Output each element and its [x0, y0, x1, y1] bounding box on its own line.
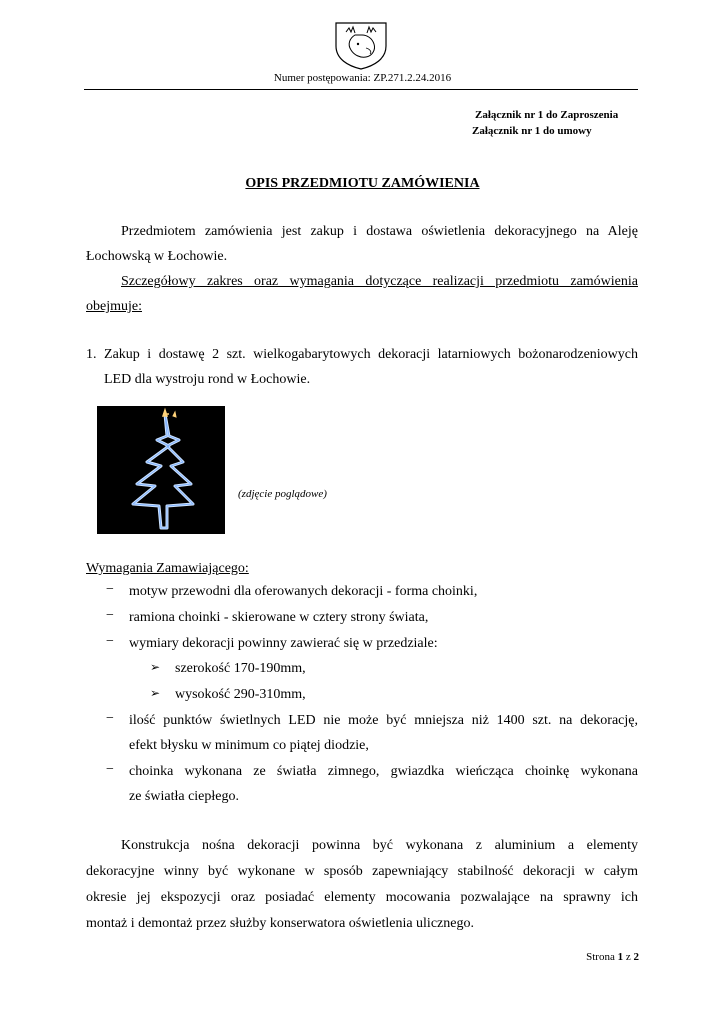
arrow-bullet-icon: ➢ [150, 660, 161, 674]
case-number: Numer postępowania: ZP.271.2.24.2016 [273, 72, 452, 84]
page-number-prefix: Strona [586, 951, 618, 963]
dimension-item-height: wysokość 290-310mm, [175, 687, 306, 702]
construction-paragraph-line: okresie jej ekspozycji oraz posiadać elementy mocowania pozwalające na sprawny ich [86, 890, 638, 905]
list-bullet: − [106, 582, 114, 597]
construction-paragraph-line: montaż i demontaż przez służby konserwatora oświetlenia ulicznego. [86, 916, 474, 931]
requirements-heading: Wymagania Zamawiającego: [86, 561, 249, 576]
requirement-item-continuation: ze światła ciepłego. [129, 789, 240, 804]
item-1-line: 1. Zakup i dostawę 2 szt. wielkogabarytowych dekoracji latarniowych bożonarodzeniowych [86, 347, 638, 362]
construction-paragraph-line: Konstrukcja nośna dekoracji powinna być wykonana z aluminium a elementy [121, 838, 638, 853]
requirement-item: wymiary dekoracji powinny zawierać się w przedziale: [129, 636, 438, 651]
page-total: 2 [633, 951, 639, 963]
attachment-note-invitation: Załącznik nr 1 do Zaproszenia [475, 109, 619, 121]
attachment-note-contract: Załącznik nr 1 do umowy [472, 125, 592, 137]
document-title: OPIS PRZEDMIOTU ZAMÓWIENIA [245, 176, 480, 191]
intro-paragraph-line: Przedmiotem zamówienia jest zakup i dostawa oświetlenia dekoracyjnego na Aleję [121, 224, 638, 239]
scope-heading-line: Szczegółowy zakres oraz wymagania dotyczące realizacji przedmiotu zamówienia [121, 274, 638, 289]
construction-paragraph-line: dekoracyjne winny być wykonane w sposób zapewniający stabilność dekoracji w całym [86, 864, 638, 879]
christmas-tree-photo [97, 406, 225, 534]
page-current: 1 [617, 951, 624, 963]
page-number-separator: z [623, 951, 634, 963]
requirement-item: choinka wykonana ze światła zimnego, gwiazdka wieńcząca choinkę wykonana [129, 764, 638, 779]
photo-caption: (zdjęcie poglądowe) [238, 488, 327, 500]
list-bullet: − [106, 634, 114, 649]
scope-heading-line: obejmuje: [86, 299, 142, 314]
coat-of-arms-logo [332, 20, 390, 70]
requirement-item: ramiona choinki - skierowane w cztery strony świata, [129, 610, 429, 625]
requirement-item: ilość punktów świetlnych LED nie może być mniejsza niż 1400 szt. na dekorację, [129, 713, 638, 728]
dimension-item-width: szerokość 170-190mm, [175, 661, 306, 676]
requirement-item: motyw przewodni dla oferowanych dekoracji - forma choinki, [129, 584, 478, 599]
arrow-bullet-icon: ➢ [150, 686, 161, 700]
item-1-line: LED dla wystroju rond w Łochowie. [104, 372, 311, 387]
header-divider [84, 89, 638, 90]
requirement-item-continuation: efekt błysku w minimum co piątej diodzie, [129, 738, 369, 753]
list-bullet: − [106, 608, 114, 623]
page-number [586, 951, 639, 963]
intro-paragraph-line: Łochowską w Łochowie. [86, 249, 228, 264]
list-bullet: − [106, 711, 114, 726]
list-bullet: − [106, 762, 114, 777]
